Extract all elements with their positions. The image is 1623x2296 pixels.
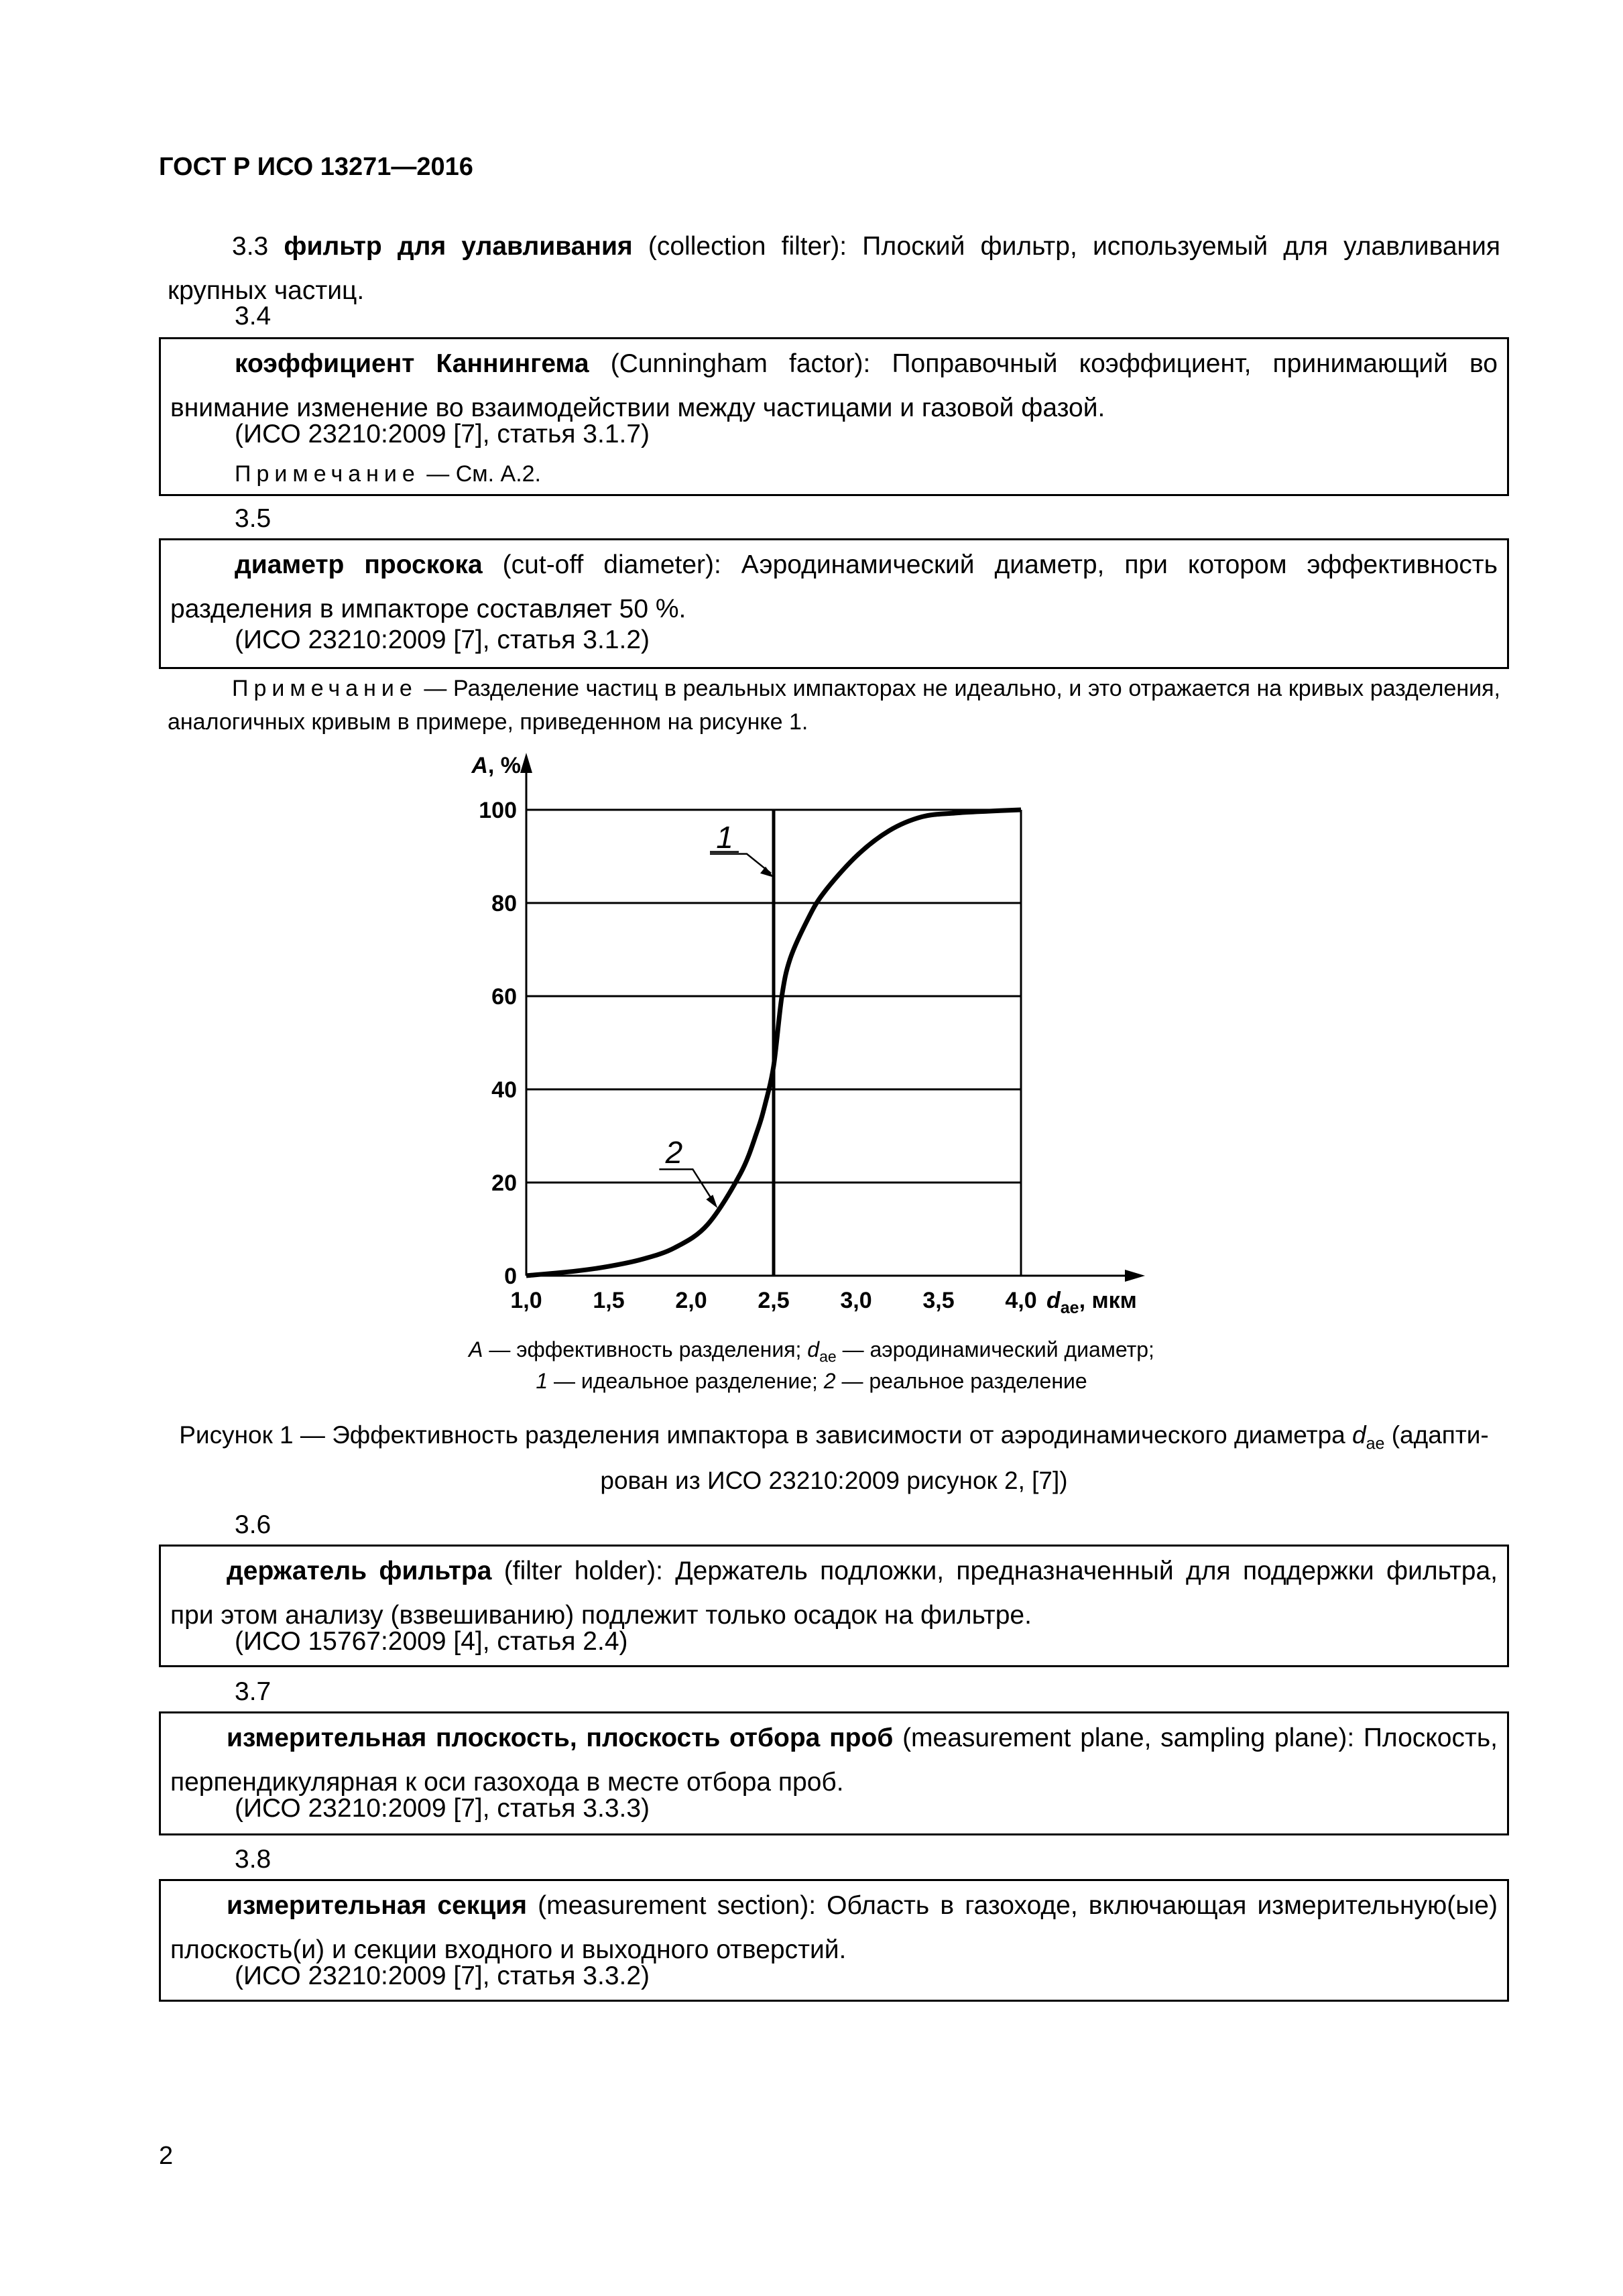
- term-source: (ИСО 23210:2009 [7], статья 3.1.7): [235, 420, 650, 448]
- term-name: коэффициент Каннингема: [235, 349, 589, 378]
- term-3-5-text: [170, 543, 1498, 631]
- x-axis-label-var: d: [1046, 1288, 1061, 1313]
- term-3-8-text: [170, 1884, 1498, 1972]
- term-number-3-6: 3.6: [235, 1510, 272, 1539]
- caption-symbol: d: [1352, 1421, 1366, 1449]
- x-axis-arrow: [1125, 1270, 1145, 1282]
- y-tick-label: 0: [504, 1264, 517, 1289]
- caption-symbol-sub: ae: [1366, 1434, 1385, 1453]
- y-tick-label: 20: [491, 1170, 517, 1196]
- x-tick-label: 1,0: [510, 1288, 542, 1313]
- note-label: Примечание: [235, 461, 420, 487]
- caption-text: (адапти-рован из ИСО 23210:2009 рисунок 2, [7]): [600, 1421, 1489, 1495]
- term-name: диаметр проскока: [235, 550, 483, 579]
- chart-axes: [520, 753, 1145, 1282]
- y-axis-label: A, %: [471, 753, 521, 778]
- figure-caption: [168, 1416, 1500, 1500]
- y-tick-label: 100: [479, 798, 517, 823]
- legend-symbol-sub: ae: [819, 1347, 837, 1366]
- legend-text: — реальное разделение: [835, 1369, 1087, 1393]
- legend-text: — аэродинамический диаметр;: [836, 1337, 1154, 1362]
- term-definition: (collection filter): Плоский фильтр, используемый для улавливания крупных частиц.: [168, 232, 1500, 305]
- legend-number-2: 2: [823, 1369, 836, 1393]
- y-tick-label: 60: [491, 984, 517, 1010]
- x-axis-label-unit: , мкм: [1079, 1288, 1137, 1313]
- term-3-4-text: [170, 342, 1498, 430]
- legend-symbol-d: d: [807, 1337, 820, 1362]
- note-text: — Разделение частиц в реальных импакторах не идеально, и это отражается на кривых разделения, аналогичных кривым в примере, приведенном на рисунке 1.: [168, 676, 1500, 735]
- term-note: [235, 461, 541, 487]
- callout-2-label: 2: [665, 1135, 683, 1170]
- term-box-3-8: [159, 1879, 1509, 2002]
- term-definition: (measurement plane, sampling plane): Плоскость, перпендикулярная к оси газохода в месте отбора проб.: [170, 1724, 1498, 1797]
- term-name: фильтр для улавливания: [284, 232, 633, 261]
- note-label: Примечание: [232, 676, 418, 701]
- y-tick-label: 40: [491, 1077, 517, 1103]
- term-source: (ИСО 23210:2009 [7], статья 3.1.2): [235, 625, 650, 654]
- x-tick-label: 2,5: [758, 1288, 790, 1313]
- callout-1-leader: [710, 854, 771, 873]
- term-box-3-4: [159, 337, 1509, 496]
- term-3-6-text: [170, 1549, 1498, 1638]
- y-tick-label: 80: [491, 891, 517, 916]
- series-callouts: [659, 820, 774, 1208]
- x-axis-label-sub: ae: [1060, 1298, 1079, 1317]
- term-box-3-7: [159, 1711, 1509, 1835]
- figure-legend-line-2: [0, 1369, 1623, 1394]
- term-definition: (cut-off diameter): Аэродинамический диаметр, при котором эффективность разделения в импакторе составляет 50 %.: [170, 550, 1498, 623]
- figure-legend-line-1: [0, 1337, 1623, 1366]
- term-box-3-5: [159, 538, 1509, 669]
- x-tick-label: 2,0: [675, 1288, 707, 1313]
- legend-number-1: 1: [536, 1369, 548, 1393]
- callout-1-label: 1: [716, 819, 733, 855]
- legend-text: — эффективность разделения;: [483, 1337, 808, 1362]
- term-name: измерительная секция: [227, 1891, 527, 1920]
- page-number: 2: [159, 2142, 174, 2170]
- note-text: — См. А.2.: [420, 461, 541, 487]
- term-definition: (filter holder): Держатель подложки, предназначенный для поддержки фильтра, при этом анализу (взвешиванию) подлежит только осадок на фильтре.: [170, 1557, 1498, 1630]
- legend-symbol-a: A: [469, 1337, 483, 1362]
- x-axis-label: [1046, 1288, 1137, 1317]
- term-source: (ИСО 23210:2009 [7], статья 3.3.2): [235, 1961, 650, 1990]
- term-box-3-6: [159, 1545, 1509, 1667]
- term-3-7-text: [170, 1716, 1498, 1805]
- tick-labels: [479, 798, 1036, 1313]
- term-source: (ИСО 23210:2009 [7], статья 3.3.3): [235, 1794, 650, 1823]
- term-definition: (Cunningham factor): Поправочный коэффициент, принимающий во внимание изменение во взаимодействии между частицами и газовой фазой.: [170, 349, 1498, 422]
- x-tick-label: 4,0: [1005, 1288, 1037, 1313]
- x-tick-label: 3,5: [922, 1288, 955, 1313]
- callout-1-arrowhead: [760, 867, 774, 878]
- term-3-5-note: [168, 672, 1500, 739]
- x-tick-label: 3,0: [840, 1288, 872, 1313]
- series-lines: [526, 810, 1021, 1276]
- term-name: измерительная плоскость, плоскость отбора проб: [227, 1724, 894, 1752]
- callout-2-arrowhead: [706, 1195, 717, 1208]
- term-definition: (measurement section): Область в газоходе, включающая измерительную(ые) плоскость(и) и секции входного и выходного отверстий.: [170, 1891, 1498, 1964]
- term-name: держатель фильтра: [227, 1557, 492, 1585]
- x-tick-label: 1,5: [593, 1288, 625, 1313]
- term-number-3-7: 3.7: [235, 1677, 272, 1706]
- document-header: ГОСТ Р ИСО 13271—2016: [159, 153, 473, 181]
- term-number: 3.3: [232, 232, 269, 261]
- caption-text: Рисунок 1 — Эффективность разделения импактора в зависимости от аэродинамического диаметра: [179, 1421, 1353, 1449]
- term-number-3-5: 3.5: [235, 504, 272, 533]
- callout-2-leader: [659, 1169, 715, 1204]
- separation-chart: [436, 741, 1227, 1331]
- term-source: (ИСО 15767:2009 [4], статья 2.4): [235, 1627, 628, 1656]
- legend-text: — идеальное разделение;: [548, 1369, 824, 1393]
- term-3-3: [168, 225, 1500, 313]
- y-axis-arrow: [520, 753, 532, 773]
- term-number-3-8: 3.8: [235, 1845, 272, 1874]
- term-number-3-4: 3.4: [235, 302, 272, 330]
